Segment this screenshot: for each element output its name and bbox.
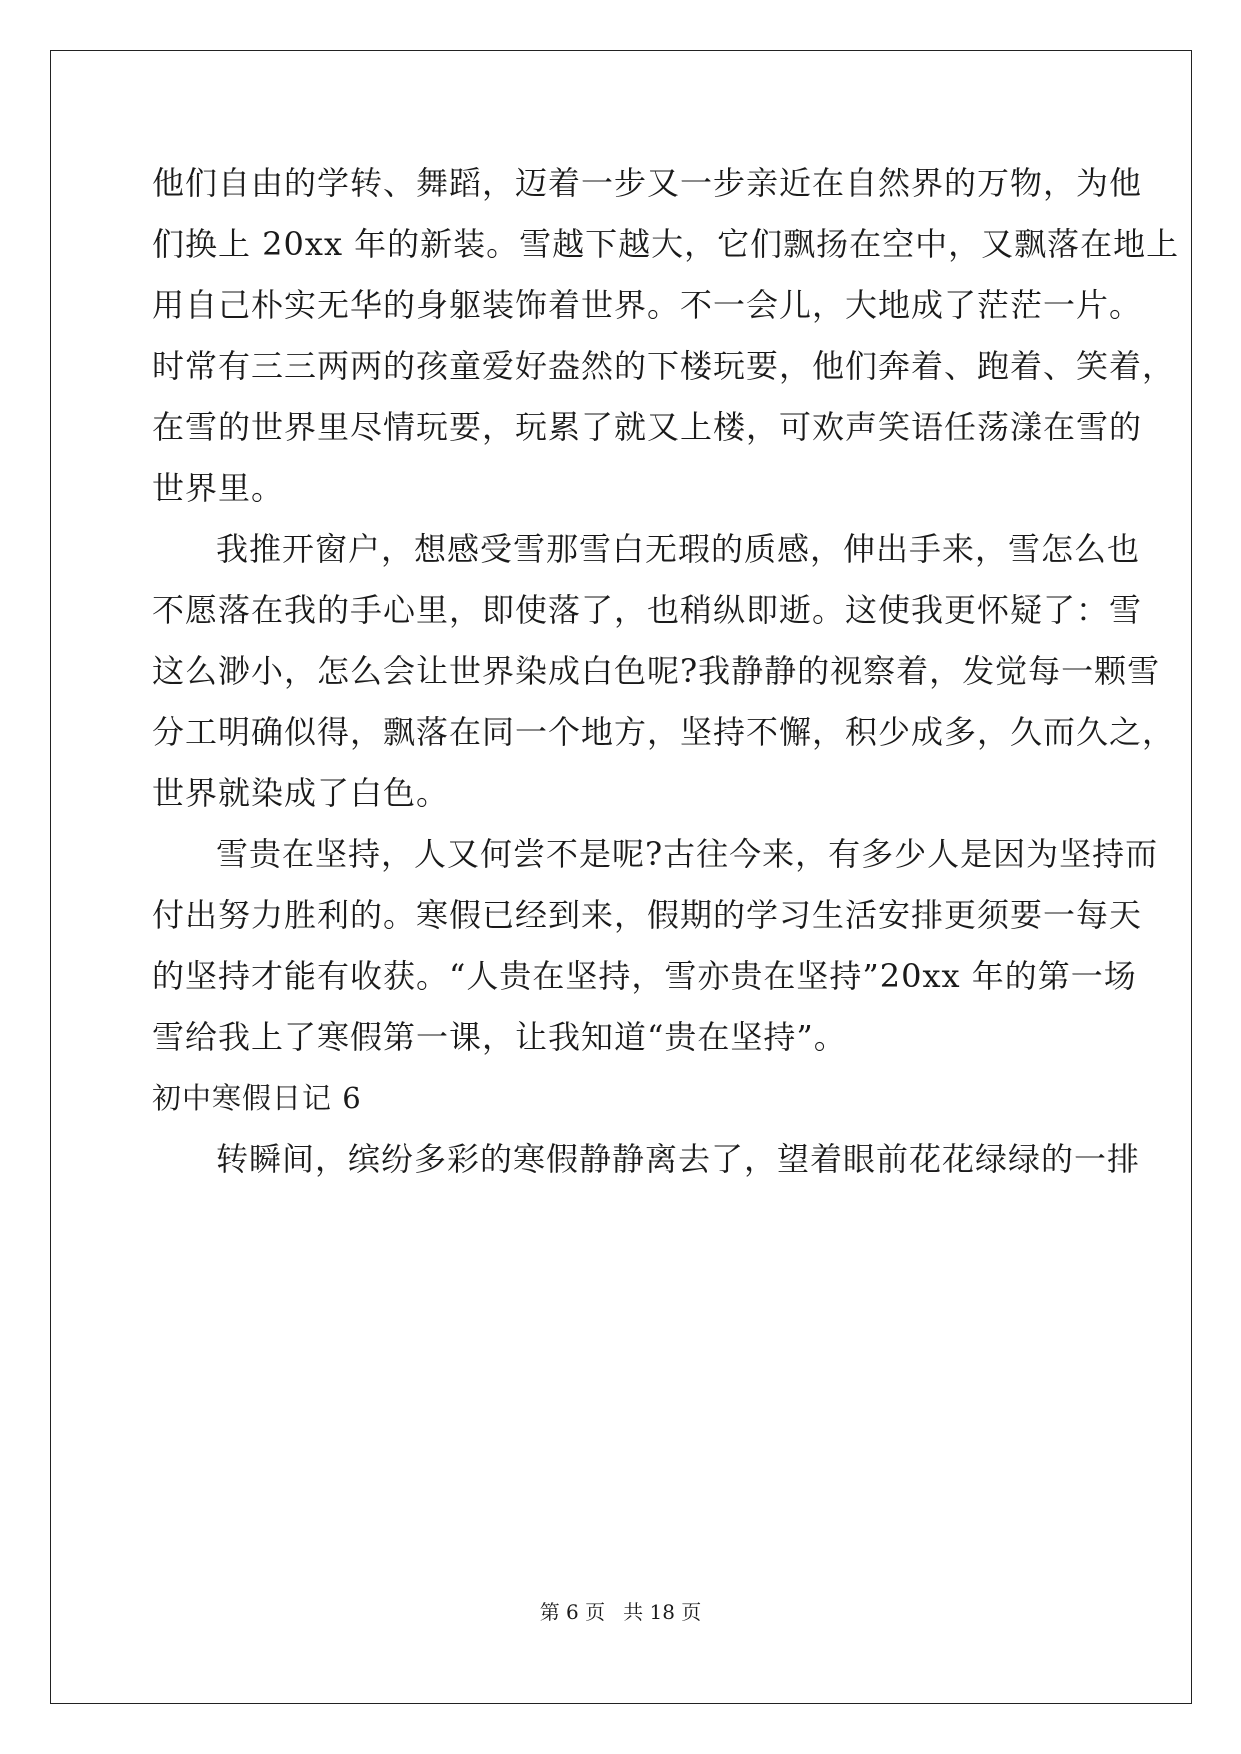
text-line: 们换上 20xx 年的新装。雪越下越大，它们飘扬在空中，又飘落在地上 [152, 225, 1180, 263]
section-heading: 初中寒假日记 6 [152, 1081, 362, 1115]
text-line: 世界就染成了白色。 [152, 774, 450, 812]
page-number: 第 6 页 [539, 1600, 606, 1624]
text-line: 付出努力胜利的。寒假已经到来，假期的学习生活安排更须要一每天 [152, 896, 1143, 934]
text-line: 用自己朴实无华的身躯装饰着世界。不一会儿，大地成了茫茫一片。 [152, 286, 1143, 324]
text-line: 世界里。 [152, 469, 285, 507]
text-line: 分工明确似得，飘落在同一个地方，坚持不懈，积少成多，久而久之， [152, 713, 1176, 751]
text-line: 不愿落在我的手心里，即使落了，也稍纵即逝。这使我更怀疑了：雪 [152, 591, 1143, 629]
text-line: 时常有三三两两的孩童爱好盎然的下楼玩要，他们奔着、跑着、笑着， [152, 347, 1176, 385]
text-line: 他们自由的学转、舞蹈，迈着一步又一步亲近在自然界的万物，为他 [152, 164, 1143, 202]
paragraph-first-line: 我推开窗户，想感受雪那雪白无瑕的质感，伸出手来，雪怎么也 [216, 530, 1141, 568]
text-line: 雪给我上了寒假第一课，让我知道“贵在坚持”。 [152, 1018, 847, 1056]
paragraph-first-line: 雪贵在坚持，人又何尝不是呢?古往今来，有多少人是因为坚持而 [216, 835, 1159, 873]
paragraph-first-line: 转瞬间，缤纷多彩的寒假静静离去了，望着眼前花花绿绿的一排 [216, 1140, 1141, 1178]
text-line: 这么渺小，怎么会让世界染成白色呢?我静静的视察着，发觉每一颗雪 [152, 652, 1161, 690]
page-total: 共 18 页 [623, 1600, 702, 1624]
page-footer [0, 1598, 1241, 1626]
text-line: 在雪的世界里尽情玩要，玩累了就又上楼，可欢声笑语任荡漾在雪的 [152, 408, 1143, 446]
text-line: 的坚持才能有收获。“人贵在坚持，雪亦贵在坚持”20xx 年的第一场 [152, 957, 1137, 995]
